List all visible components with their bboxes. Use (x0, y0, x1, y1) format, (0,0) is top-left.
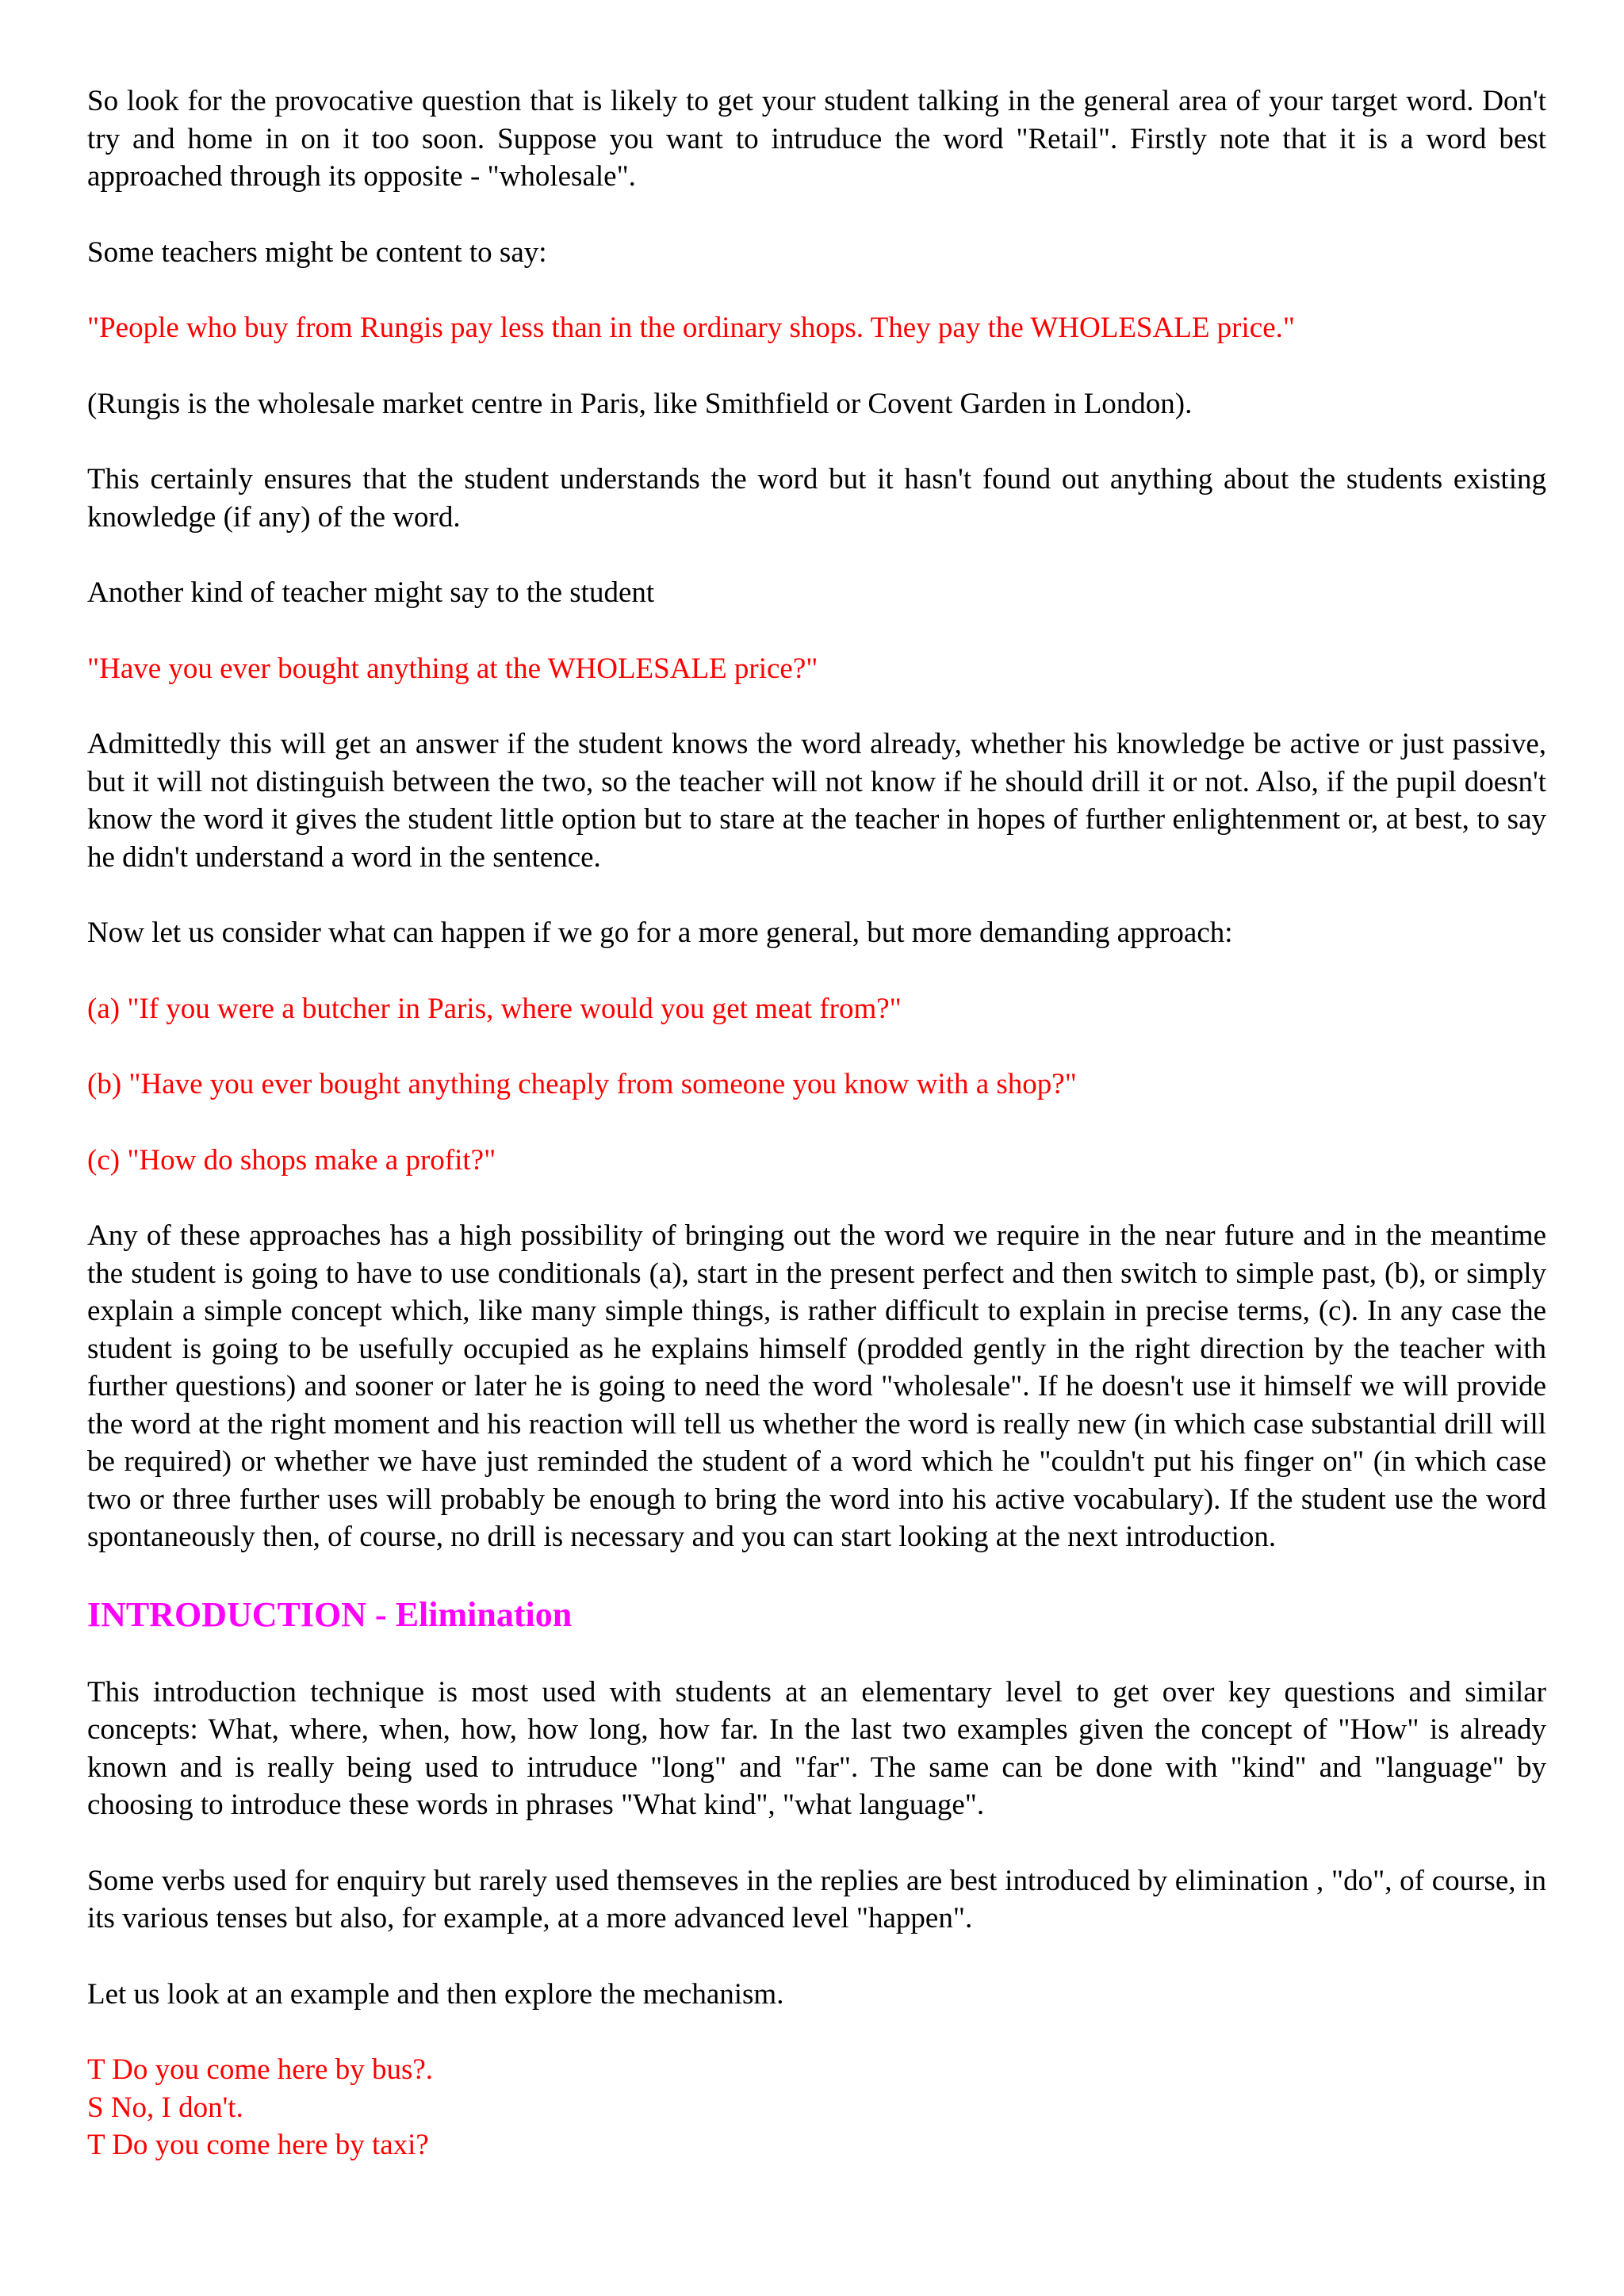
example-wholesale-price: "Have you ever bought anything at the WHOLESALE price?" (87, 652, 818, 685)
paragraph-rungis-note: (Rungis is the wholesale market centre in Paris, like Smithfield or Covent Garden in London). (87, 387, 1193, 420)
dialogue-example (87, 2051, 1546, 2164)
paragraph-example-mechanism: Let us look at an example and then explore the mechanism. (87, 1977, 784, 2011)
example-bought-cheaply: (b) "Have you ever bought anything cheaply from someone you know with a shop?" (87, 1068, 1077, 1100)
paragraph-enquiry-verbs: Some verbs used for enquiry but rarely used themseves in the replies are best introduced by elimination , "do", of course, in its various tenses but also, for example, at a more advanced level "happen". (87, 1864, 1546, 1934)
paragraph-approaches: Any of these approaches has a high possibility of bringing out the word we require in the near future and in the meantime the student is going to have to use conditionals (a), start in the present perfect and then switch to simple past, (b), or simply explain a simple concept which, like many simple things, is rather difficult to explain in precise terms, (c). In any case the student is going to be usefully occupied as he explains himself (prodded gently in the right direction by the teacher with further questions) and sooner or later he is going to need the word "wholesale". If he doesn't use it himself we will provide the word at the right moment and his reaction will tell us whether the word is really new (in which case substantial drill will be required) or whether we have just reminded the student of a word which he "couldn't put his finger on" (in which case two or three further uses will probably be enough to bring the word into his active vocabulary). If the student use the word spontaneously then, of course, no drill is necessary and you can start looking at the next introduction. (87, 1219, 1546, 1553)
dialogue-line: T Do you come here by bus?. (87, 2053, 434, 2086)
paragraph-general-approach: Now let us consider what can happen if we go for a more general, but more demanding approach: (87, 916, 1233, 949)
document-page (87, 82, 1546, 2164)
paragraph-elimination-technique: This introduction technique is most used with students at an elementary level to get over key questions and similar concepts: What, where, when, how, how long, how far. In the last two examples given the concept of "How" is already known and is really being used to intruduce "long" and "far". The same can be done with "kind" and "language" by choosing to introduce these words in phrases "What kind", "what language". (87, 1675, 1546, 1821)
example-rungis: "People who buy from Rungis pay less than in the ordinary shops. They pay the WHOLESALE price." (87, 312, 1295, 344)
example-profit: (c) "How do shops make a profit?" (87, 1143, 496, 1177)
paragraph-retail-intro: So look for the provocative question that is likely to get your student talking in the general area of your target word. Don't try and home in on it too soon. Suppose you want to intruduce the word "Retail". Firstly note that it is a word best approached through its opposite - "wholesale". (87, 85, 1546, 193)
example-butcher: (a) "If you were a butcher in Paris, where would you get meat from?" (87, 992, 902, 1025)
dialogue-line: S No, I don't. (87, 2091, 243, 2124)
paragraph-certainly-ensures: This certainly ensures that the student understands the word but it hasn't found out anything about the students existing knowledge (if any) of the word. (87, 463, 1546, 534)
paragraph-another-teacher: Another kind of teacher might say to the student (87, 576, 655, 609)
section-heading-elimination: INTRODUCTION - Elimination (87, 1594, 573, 1634)
dialogue-line: T Do you come here by taxi? (87, 2129, 429, 2161)
paragraph-content-to-say: Some teachers might be content to say: (87, 235, 547, 269)
paragraph-admittedly: Admittedly this will get an answer if the student knows the word already, whether his knowledge be active or just passive, but it will not distinguish between the two, so the teacher will not know if he should drill it or not. Also, if the pupil doesn't know the word it gives the student little option but to stare at the teacher in hopes of further enlightenment or, at best, to say he didn't understand a word in the sentence. (87, 728, 1546, 874)
